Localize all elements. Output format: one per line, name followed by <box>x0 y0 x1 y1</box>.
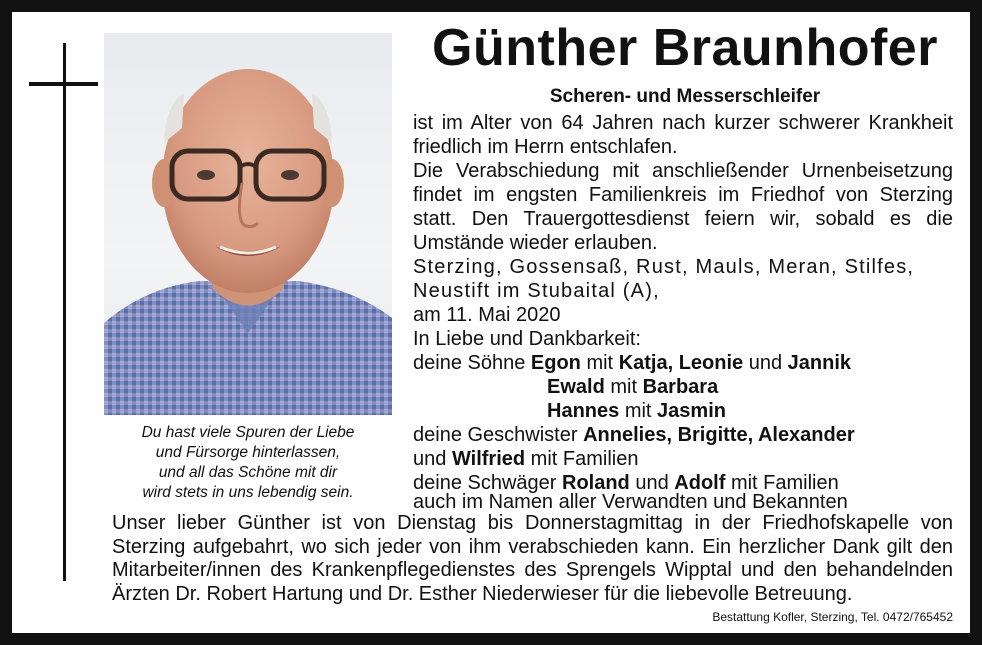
quote-line: Du hast viele Spuren der Liebe <box>141 424 355 441</box>
siblings-prefix: deine Geschwister <box>413 424 578 446</box>
ceremony-info: Die Verabschiedung mit anschließender Urnenbeisetzung findet im engsten Familienkreis im Friedhof von Sterzing statt. Den Trauergottesdienst feiern wir, sobald es die Umstände wieder erlauben. <box>413 160 953 254</box>
connector: und <box>748 352 783 374</box>
son-name: Ewald <box>547 376 605 398</box>
cross-horizontal-bar <box>29 82 98 86</box>
connector: mit <box>610 376 638 398</box>
announcement: ist im Alter von 64 Jahren nach kurzer schwerer Krankheit friedlich im Herrn entschlafen. <box>413 112 953 158</box>
memorial-quote <box>104 423 392 503</box>
inlaws-prefix: deine Schwäger <box>413 472 557 494</box>
cross-vertical-bar <box>63 43 66 581</box>
profession: Scheren- und Messerschleifer <box>549 86 821 107</box>
funeral-home-footer: Bestattung Kofler, Sterzing, Tel. 0472/765452 <box>712 610 953 624</box>
inlaws-suffix: mit Familien <box>730 472 839 494</box>
sons-prefix: deine Söhne <box>413 352 526 374</box>
closing-text: Unser lieber Günther ist von Dienstag bis Donnerstagmittag in der Friedhofskapelle von Sterzing aufgebahrt, wo sich jeder von ihm verabschieden kann. Ein herzlicher Dank gilt den Mitarbeiter/innen des Krankenpflegedienstes des Sprengels Wipptal und den behandelnden Ärzten Dr. Robert Hartung und Dr. Esther Niederwieser für die liebevolle Betreuung. <box>112 512 953 605</box>
child-name: Jannik <box>787 352 852 374</box>
partner-name: Katja, Leonie <box>618 352 744 374</box>
connector: und <box>413 448 447 470</box>
inlaw-name: Roland <box>562 472 630 494</box>
sons-line-1 <box>413 351 851 375</box>
quote-line: wird stets in uns lebendig sein. <box>142 484 354 501</box>
portrait-photo <box>104 33 392 415</box>
quote-line: und Fürsorge hinterlassen, <box>155 444 341 461</box>
quote-line: und all das Schöne mit dir <box>158 464 338 481</box>
son-name: Hannes <box>547 400 620 422</box>
inlaw-name: Adolf <box>674 472 726 494</box>
places: Sterzing, Gossensaß, Rust, Mauls, Meran, Stilfes, Neustift im Stubaital (A), <box>413 256 915 302</box>
announcement-text <box>413 111 953 255</box>
relatives-line: auch im Namen aller Verwandten und Bekannten <box>413 491 848 513</box>
sons-line-2 <box>547 375 718 399</box>
siblings-line-1 <box>413 423 855 447</box>
siblings-line-2 <box>413 447 638 471</box>
date: am 11. Mai 2020 <box>413 304 561 326</box>
son-name: Egon <box>530 352 581 374</box>
partner-name: Barbara <box>642 376 719 398</box>
sibling-name: Wilfried <box>451 448 526 470</box>
partner-name: Jasmin <box>657 400 726 422</box>
obituary-card <box>12 12 970 633</box>
connector: mit <box>586 352 614 374</box>
sibling-names: Annelies, Brigitte, Alexander <box>583 424 855 446</box>
deceased-name: Günther Braunhofer <box>432 19 938 77</box>
siblings-suffix: mit Familien <box>530 448 639 470</box>
connector: und <box>635 472 669 494</box>
sons-line-3 <box>547 399 726 423</box>
gratitude-line: In Liebe und Dankbarkeit: <box>413 328 641 350</box>
connector: mit <box>624 400 652 422</box>
